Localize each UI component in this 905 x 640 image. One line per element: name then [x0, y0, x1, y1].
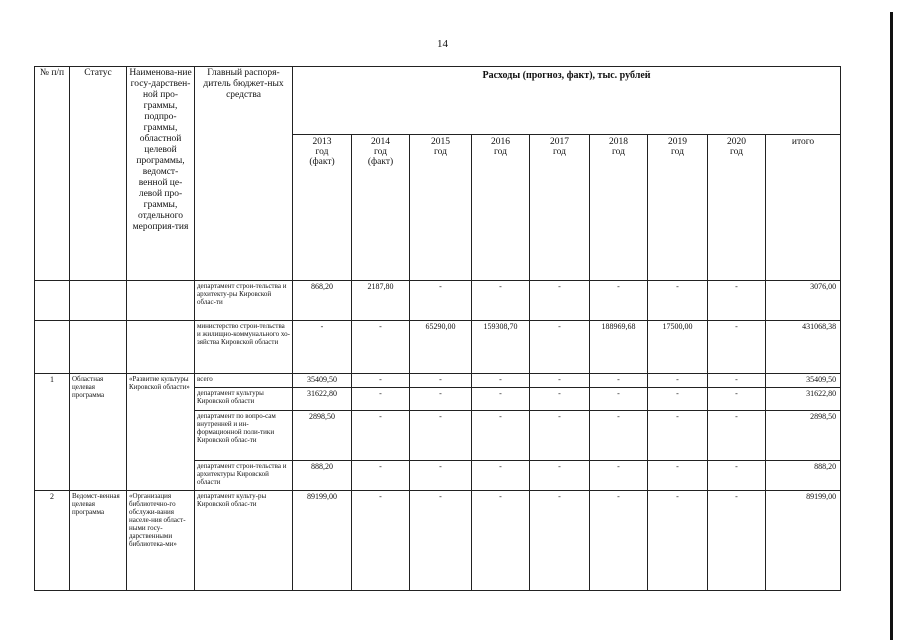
value-2013: 2898,50: [293, 411, 352, 461]
value-2018: -: [590, 491, 648, 591]
header-year-2013: 2013 год (факт): [293, 135, 352, 281]
row-budget-manager: департамент культуры Кировской области: [195, 388, 293, 411]
value-2014: -: [352, 461, 410, 491]
budget-table: [34, 66, 841, 591]
value-2020: -: [708, 321, 766, 374]
header-budget-manager: Главный распоря-дитель бюджет-ных средства: [195, 67, 293, 281]
row-status: [70, 281, 127, 321]
value-2018: -: [590, 411, 648, 461]
value-2018: -: [590, 281, 648, 321]
header-year-2015: 2015 год: [410, 135, 472, 281]
value-2019: -: [648, 281, 708, 321]
header-expenses: Расходы (прогноз, факт), тыс. рублей: [293, 67, 841, 135]
row-budget-manager: министерство строи-тельства и жилищно-коммунального хо-зяйства Кировской области: [195, 321, 293, 374]
row-num: 1: [35, 374, 70, 491]
value-2013: 31622,80: [293, 388, 352, 411]
page-edge-bar: [890, 12, 893, 640]
row-budget-manager: департамент культу-ры Кировской облас-ти: [195, 491, 293, 591]
value-2013: 35409,50: [293, 374, 352, 388]
value-2020: -: [708, 388, 766, 411]
row-status: [70, 321, 127, 374]
value-2017: -: [530, 374, 590, 388]
value-2018: -: [590, 388, 648, 411]
header-status: Статус: [70, 67, 127, 281]
header-num: № п/п: [35, 67, 70, 281]
value-2014: -: [352, 321, 410, 374]
value-2017: -: [530, 321, 590, 374]
value-2019: -: [648, 388, 708, 411]
value-2020: -: [708, 374, 766, 388]
row-program-name: «Развитие культуры Кировской области»: [127, 374, 195, 491]
header-year-2017: 2017 год: [530, 135, 590, 281]
value-2017: -: [530, 388, 590, 411]
value-2016: -: [472, 281, 530, 321]
value-2017: -: [530, 491, 590, 591]
value-2016: -: [472, 374, 530, 388]
row-program-name: «Организация библиотечно-го обслужи-вания населе-ния област-ными госу-дарственными библиотека-ми»: [127, 491, 195, 591]
value-total: 31622,80: [766, 388, 841, 411]
value-total: 888,20: [766, 461, 841, 491]
value-2017: -: [530, 461, 590, 491]
value-2014: 2187,80: [352, 281, 410, 321]
value-2017: -: [530, 281, 590, 321]
value-2013: -: [293, 321, 352, 374]
value-2015: -: [410, 388, 472, 411]
header-year-2014: 2014 год (факт): [352, 135, 410, 281]
value-2020: -: [708, 461, 766, 491]
value-2014: -: [352, 374, 410, 388]
table-row: [35, 321, 841, 374]
value-2013: 888,20: [293, 461, 352, 491]
value-2013: 89199,00: [293, 491, 352, 591]
value-2017: -: [530, 411, 590, 461]
value-2016: -: [472, 491, 530, 591]
header-year-2018: 2018 год: [590, 135, 648, 281]
value-2014: -: [352, 411, 410, 461]
header-year-2016: 2016 год: [472, 135, 530, 281]
row-status: Ведомст-венная целевая программа: [70, 491, 127, 591]
row-num: [35, 321, 70, 374]
value-2020: -: [708, 411, 766, 461]
value-2016: -: [472, 461, 530, 491]
row-num: [35, 281, 70, 321]
value-2015: -: [410, 491, 472, 591]
value-total: 431068,38: [766, 321, 841, 374]
value-2015: 65290,00: [410, 321, 472, 374]
value-2013: 868,20: [293, 281, 352, 321]
header-program-name: Наименова-ние госу-дарствен-ной про-граммы, подпро-граммы, областной целевой программы, ведомст-венной це-левой про-граммы, отдельного мероприя-тия: [127, 67, 195, 281]
value-2014: -: [352, 388, 410, 411]
row-budget-manager: департамент строи-тельства и архитектуры Кировской области: [195, 461, 293, 491]
value-2019: -: [648, 461, 708, 491]
page-number: 14: [437, 38, 448, 50]
header-total: итого: [766, 135, 841, 281]
row-budget-manager: всего: [195, 374, 293, 388]
value-2016: 159308,70: [472, 321, 530, 374]
value-2015: -: [410, 461, 472, 491]
value-2015: -: [410, 411, 472, 461]
value-2018: -: [590, 374, 648, 388]
value-2019: 17500,00: [648, 321, 708, 374]
value-2020: -: [708, 281, 766, 321]
value-2018: -: [590, 461, 648, 491]
value-2019: -: [648, 491, 708, 591]
value-total: 89199,00: [766, 491, 841, 591]
value-2019: -: [648, 411, 708, 461]
value-2016: -: [472, 411, 530, 461]
value-2015: -: [410, 281, 472, 321]
value-total: 3076,00: [766, 281, 841, 321]
header-row-top: [35, 67, 841, 135]
value-2020: -: [708, 491, 766, 591]
row-num: 2: [35, 491, 70, 591]
value-total: 2898,50: [766, 411, 841, 461]
header-year-2019: 2019 год: [648, 135, 708, 281]
row-program-name: [127, 281, 195, 321]
table-row: [35, 374, 841, 388]
value-2018: 188969,68: [590, 321, 648, 374]
value-2014: -: [352, 491, 410, 591]
value-total: 35409,50: [766, 374, 841, 388]
row-budget-manager: департамент по вопро-сам внутренней и ин-формационной поли-тики Кировской облас-ти: [195, 411, 293, 461]
row-program-name: [127, 321, 195, 374]
table-row: [35, 281, 841, 321]
value-2016: -: [472, 388, 530, 411]
row-status: Областная целевая программа: [70, 374, 127, 491]
value-2019: -: [648, 374, 708, 388]
table-row: [35, 491, 841, 591]
row-budget-manager: департамент строи-тельства и архитекту-ры Кировской облас-ти: [195, 281, 293, 321]
value-2015: -: [410, 374, 472, 388]
header-year-2020: 2020 год: [708, 135, 766, 281]
